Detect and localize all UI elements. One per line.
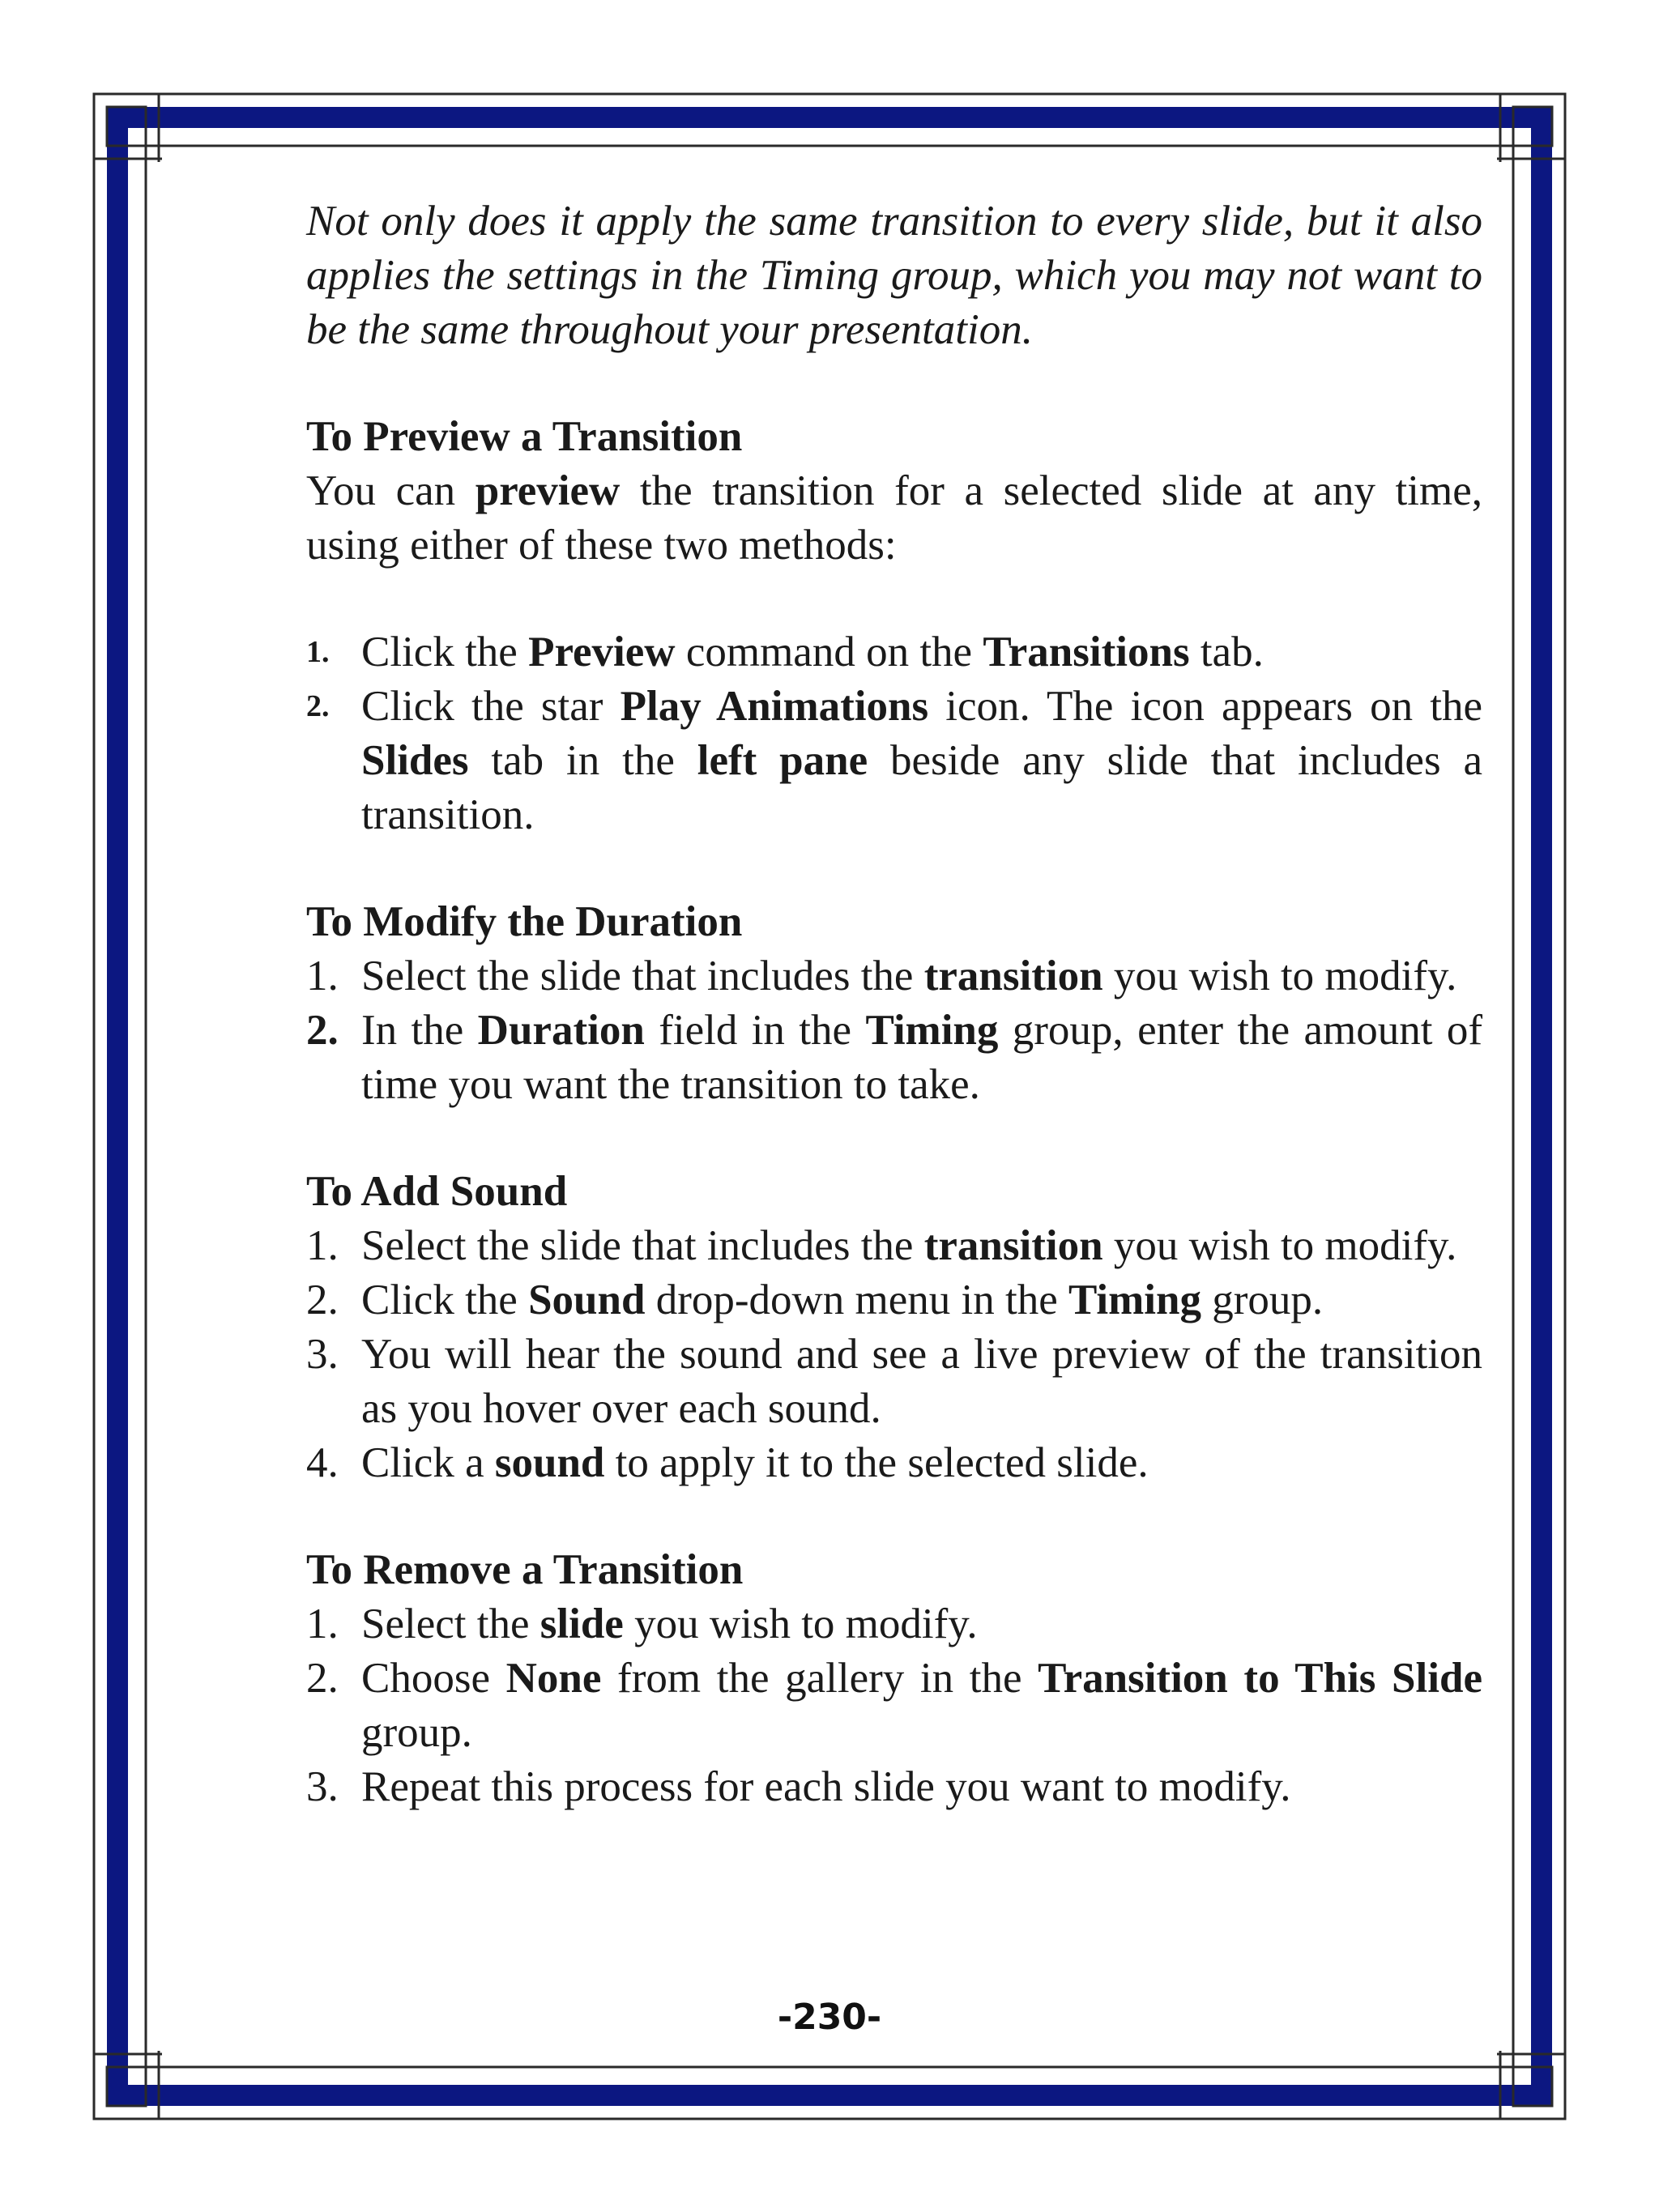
list-item: 3. Repeat this process for each slide you want to modify. [306, 1760, 1482, 1814]
list-item: 2. Choose None from the gallery in the Transition to This Slide group. [306, 1652, 1482, 1760]
list-number: 1. [306, 1600, 339, 1647]
list-number: 2. [306, 1655, 339, 1702]
page-number: -230- [777, 1997, 882, 2038]
list-number: 1. [306, 1222, 339, 1269]
preview-paragraph: You can preview the transition for a selected slide at any time, using either of these two methods: [306, 467, 1482, 569]
section-preview-transition [306, 410, 1482, 842]
section-heading: To Modify the Duration [306, 898, 743, 945]
list-item: 1. Select the slide you wish to modify. [306, 1597, 1482, 1652]
list-item: 1. Click the Preview command on the Transitions tab. [306, 625, 1482, 680]
list-number: 4. [306, 1439, 339, 1486]
intro-paragraph: Not only does it apply the same transition to every slide, but it also applies the settings in the Timing group, which you may not want to be the same throughout your presentation. [306, 198, 1482, 353]
section-add-sound [306, 1165, 1482, 1490]
section-heading: To Add Sound [306, 1168, 568, 1215]
list-number: 2. [306, 1007, 339, 1054]
list-item: 2. Click the star Play Animations icon. The icon appears on the Slides tab in the left pane beside any slide that includes a transition. [306, 680, 1482, 842]
list-item: 4. Click a sound to apply it to the selected slide. [306, 1436, 1482, 1490]
list-item: 1. Select the slide that includes the transition you wish to modify. [306, 949, 1482, 1004]
list-number: 1. [306, 953, 339, 999]
section-heading: To Preview a Transition [306, 413, 743, 460]
list-item: 2. Click the Sound drop-down menu in the Timing group. [306, 1273, 1482, 1328]
list-number: 1. [306, 635, 330, 669]
list-number: 2. [306, 1276, 339, 1323]
section-remove-transition [306, 1543, 1482, 1814]
list-number: 3. [306, 1331, 339, 1378]
list-item: 2. In the Duration field in the Timing group, enter the amount of time you want the transition to take. [306, 1004, 1482, 1112]
section-modify-duration [306, 895, 1482, 1112]
sound-steps-list [306, 1219, 1482, 1490]
page-content [306, 194, 1482, 1814]
list-item: 3. You will hear the sound and see a live preview of the transition as you hover over each sound. [306, 1328, 1482, 1436]
list-number: 2. [306, 689, 330, 723]
list-number: 3. [306, 1763, 339, 1810]
remove-steps-list [306, 1597, 1482, 1814]
list-item: 1. Select the slide that includes the transition you wish to modify. [306, 1219, 1482, 1273]
duration-steps-list [306, 949, 1482, 1112]
section-heading: To Remove a Transition [306, 1546, 744, 1593]
preview-steps-list [306, 625, 1482, 842]
